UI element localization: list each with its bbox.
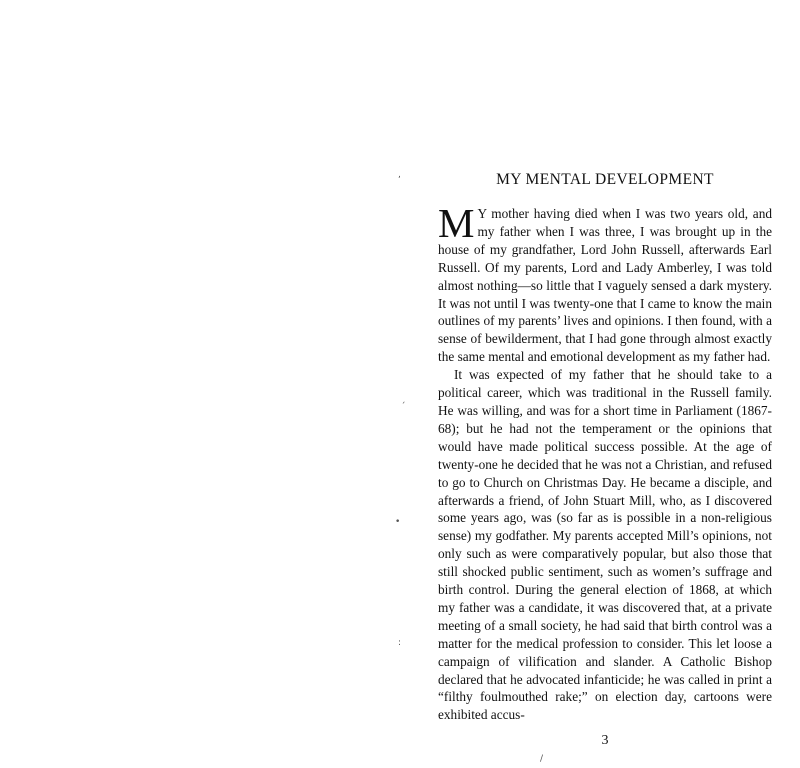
scan-speck: :	[398, 638, 402, 648]
page-number: 3	[601, 733, 609, 748]
scan-speck: ´	[401, 402, 406, 412]
scan-speck: ,	[398, 170, 401, 180]
paragraph-2: It was expected of my father that he should take to a political career, which was traditional in the Russell family. He was willing, and was for a short time in Parliament (1867-68); but he had not the temperament or the opinions that would have made political success possible. At the age of twenty-one he decided that he was not a Christian, and refused to go to Church on Christmas Day. He became a disciple, and afterwards a friend, of John Stuart Mill, who, as I discovered some years ago, was (so far as is possible in a non-religious sense) my godfather. My parents accepted Mill’s opinions, not only such as were comparatively popular, but also those that still shocked public sentiment, such as women’s suffrage and birth control. During the general election of 1868, at which my father was a candidate, it was discovered that, at a private meeting of a small society, he had said that birth control was a matter for the medical profession to consider. This let loose a campaign of vilification and slander. A Catholic Bishop declared that he advocated infanticide; he was called in print a “filthy foulmouthed rake;” on election day, cartoons were exhibited accus-	[438, 367, 772, 723]
drop-cap: M	[438, 200, 475, 246]
page-title: MY MENTAL DEVELOPMENT	[496, 171, 714, 188]
scan-speck: /	[540, 754, 544, 764]
paragraph-1-text: Y mother having died when I was two years old, and my father when I was three, I was brought up in the house of my grandfather, Lord John Russell, afterwards Earl Russell. Of my parents, Lord and Lady Amberley, I was told almost nothing—so little that I vaguely sensed a dark mystery. It was not until I was twenty-one that I came to know the main outlines of my parents’ lives and opinions. I then found, with a sense of bewilderment, that I had gone through almost exactly the same mental and emotional development as my father had.	[438, 206, 772, 365]
paragraph-1	[438, 200, 772, 366]
scan-speck: •	[395, 517, 401, 527]
body-text	[438, 200, 772, 724]
